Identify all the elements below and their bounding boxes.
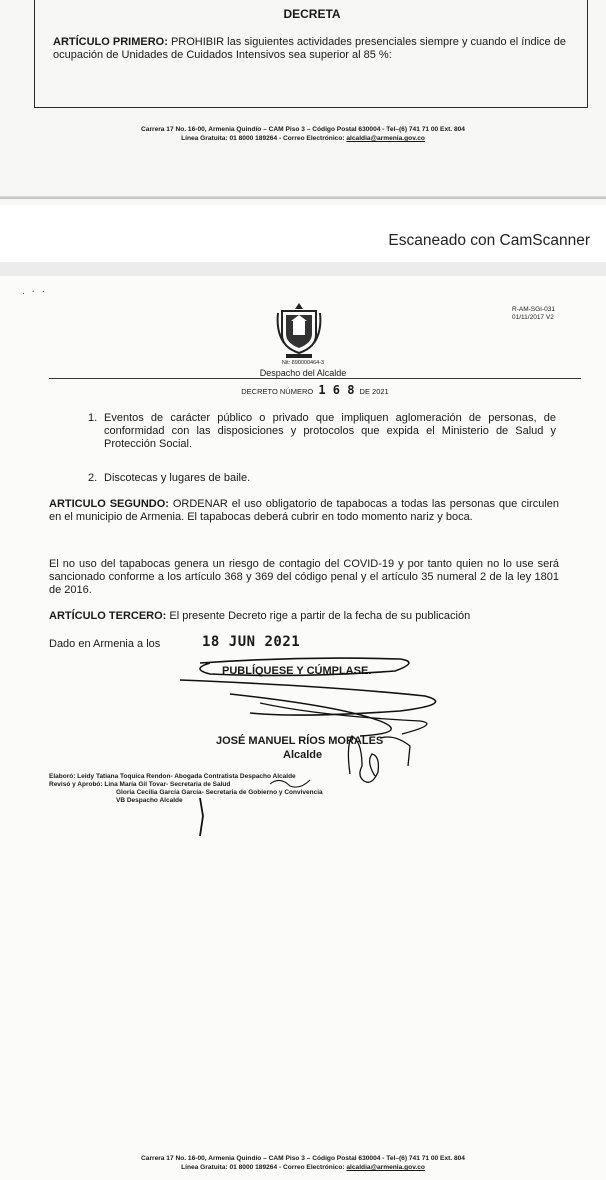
footer-phone: Línea Gratuita: 01 8000 189264 - Correo Electrónico:	[181, 1164, 345, 1171]
decree-content-box	[34, 0, 588, 108]
issued-in-label: Dado en Armenia a los	[49, 638, 161, 650]
footer-phone: Línea Gratuita: 01 8000 189264 - Correo Electrónico:	[181, 135, 345, 142]
footer-contact	[0, 134, 606, 143]
camscanner-watermark: Escaneado con CamScanner	[388, 232, 590, 249]
article-two-label: ARTICULO SEGUNDO:	[49, 498, 169, 510]
scan-dots: . · ·	[22, 286, 47, 297]
issued-date-stamp: 18 JUN 2021	[202, 634, 301, 650]
decree-year: DE 2021	[359, 387, 389, 396]
publish-comply-text: PUBLÍQUESE Y CÚMPLASE.	[222, 665, 372, 677]
nit-number: Nit: 890000464-3	[281, 360, 325, 366]
item-two-number: 2.	[88, 472, 98, 484]
footer-contact	[0, 1163, 606, 1172]
page-divider	[0, 196, 606, 199]
article-one-label: ARTÍCULO PRIMERO:	[53, 36, 168, 48]
reviewed-by: Revisó y Aprobó: Lina María Gil Tovar- Secretaria de Salud	[49, 781, 231, 788]
decreta-heading: DECRETA	[283, 7, 341, 21]
article-two	[49, 498, 559, 524]
item-one-text: Eventos de carácter público o privado que impliquen aglomeración de personas, de conformidad con las disposiciones y protocolos que expida el Ministerio de Salud y Protección Social.	[104, 412, 556, 450]
scanned-page-top	[0, 0, 606, 205]
page-gap	[0, 262, 606, 276]
decree-number-line	[49, 378, 581, 395]
article-two-text: ORDENAR el uso obligatorio de tapabocas a todas las personas que circulen en el municipio de Armenia. El tapabocas deberá cubrir en todo momento nariz y boca.	[49, 498, 560, 523]
article-one	[53, 36, 573, 62]
gloria-reviewer: Gloria Cecilia García García- Secretaria de Gobierno y Convivencia	[116, 789, 323, 796]
page-footer-bottom	[0, 1154, 606, 1172]
scanned-page-two	[0, 276, 606, 1180]
footer-email-link[interactable]: alcaldia@armenia.gov.co	[346, 1164, 425, 1171]
signer-name: JOSÉ MANUEL RÍOS MORALES	[216, 735, 384, 747]
article-three	[49, 610, 559, 623]
document-code-id: R-AM-SGI-031	[512, 306, 555, 313]
armenia-crest-icon	[276, 301, 322, 361]
item-two-text: Discotecas y lugares de baile.	[104, 472, 251, 484]
article-one-text: PROHIBIR las siguientes actividades presenciales siempre y cuando el índice de ocupación de Unidades de Cuidados Intensivos sea superior al 85 %:	[53, 36, 566, 61]
decree-number: 1 6 8	[318, 383, 355, 397]
decree-number-label: DECRETO NÚMERO	[241, 387, 314, 396]
office-name: Despacho del Alcalde	[259, 368, 347, 378]
mask-penalty-paragraph: El no uso del tapabocas genera un riesgo de contagio del COVID-19 y por tanto quien no lo use será sancionado conforme a los artículo 368 y 369 del código penal y el artículo 35 numeral 2 de la ley 1801 de 2016.	[49, 558, 559, 596]
article-three-label: ARTÍCULO TERCERO:	[49, 610, 167, 622]
footer-email-link[interactable]: alcaldia@armenia.gov.co	[346, 135, 425, 142]
footer-address: Carrera 17 No. 16-00, Armenia Quindío – CAM Piso 3 – Código Postal 630004 - Tel–(6) 741 71 00 Ext. 804	[141, 1155, 465, 1162]
signer-title: Alcalde	[283, 749, 323, 761]
document-code	[512, 306, 555, 322]
document-code-date: 01/11/2017 V2	[512, 314, 554, 321]
footer-address: Carrera 17 No. 16-00, Armenia Quindío – CAM Piso 3 – Código Postal 630004 - Tel–(6) 741 71 00 Ext. 804	[141, 126, 465, 133]
page-footer-top	[0, 125, 606, 143]
vb-despacho: VB Despacho Alcalde	[116, 797, 183, 804]
article-three-text: El presente Decreto rige a partir de la fecha de su publicación	[169, 610, 471, 622]
prepared-by: Elaboró: Leidy Tatiana Toquica Rendon- Abogada Contratista Despacho Alcalde	[49, 773, 296, 780]
item-one-number: 1.	[88, 412, 98, 424]
